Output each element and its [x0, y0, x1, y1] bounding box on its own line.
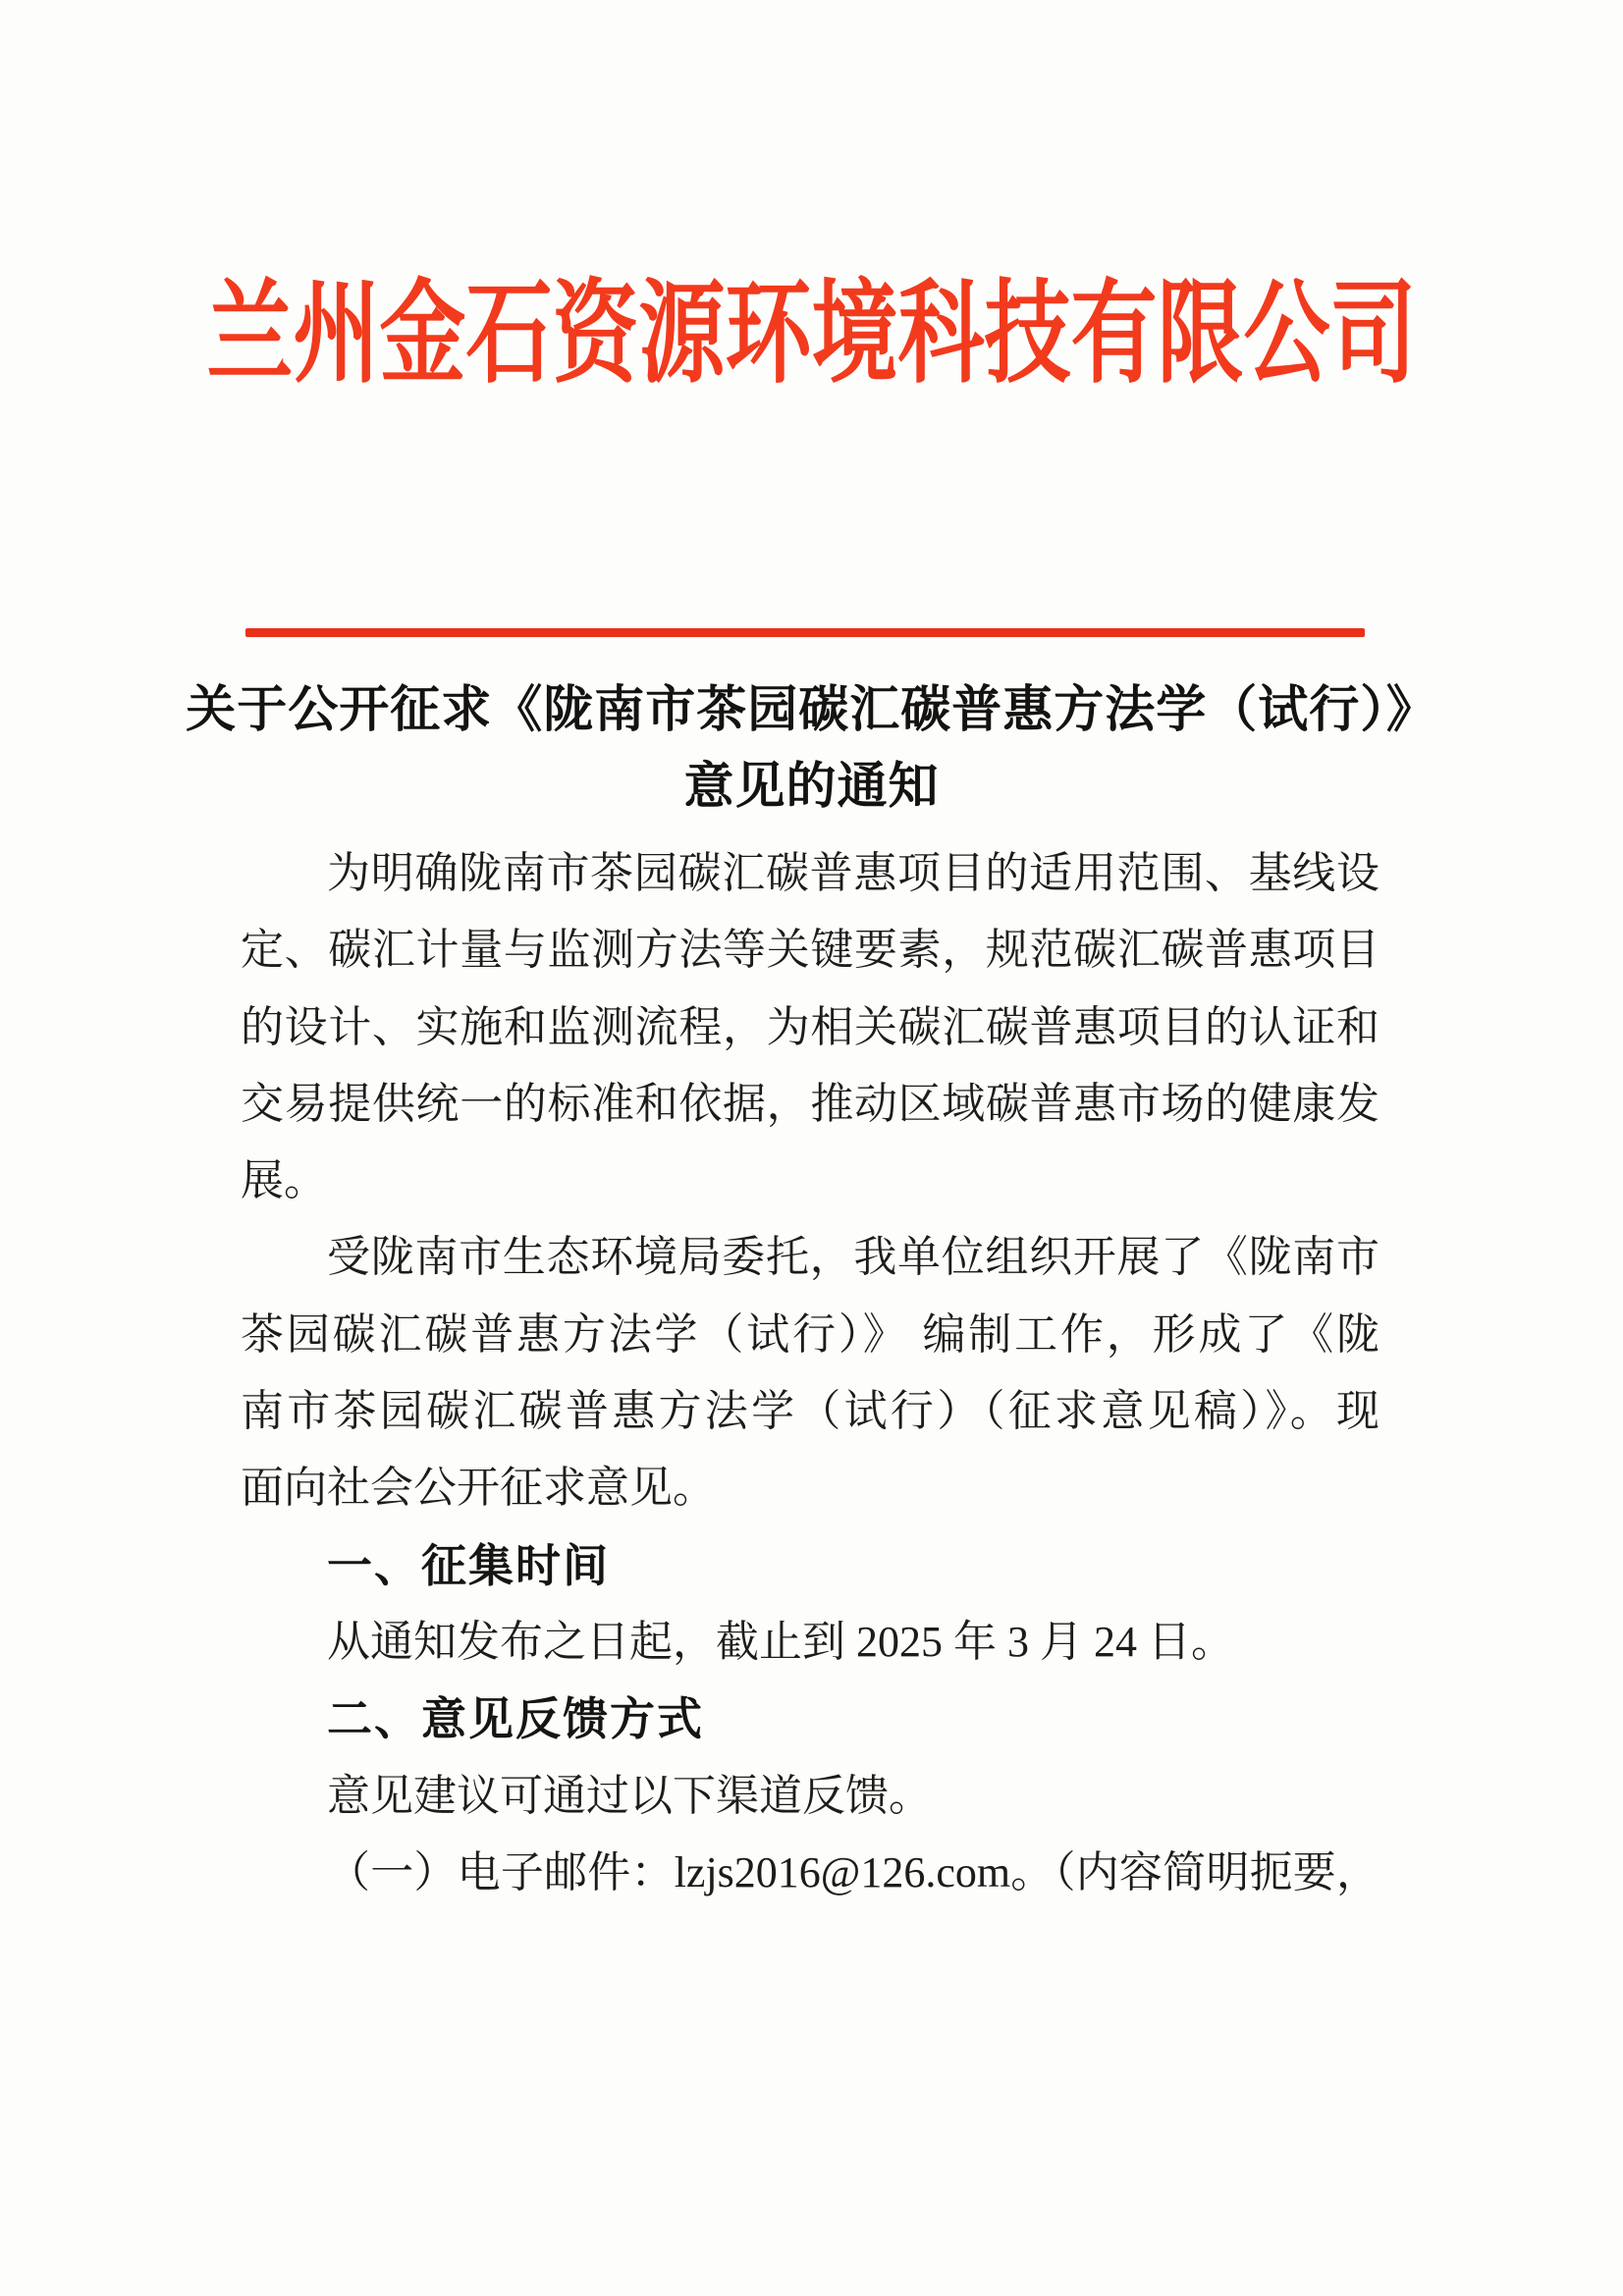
notice-body	[241, 835, 1380, 1911]
notice-title	[118, 672, 1505, 826]
document-line: 受陇南市生态环境局委托，我单位组织开展了《陇南市	[327, 1233, 1380, 1282]
document-line: 南市茶园碳汇碳普惠方法学（试行）（征求意见稿）》。现	[241, 1387, 1380, 1436]
document-line-deadline: 从通知发布之日起，截止到 2025 年 3 月 24 日。	[327, 1617, 1234, 1666]
notice-title-line-1: 关于公开征求《陇南市茶园碳汇碳普惠方法学（试行）》	[186, 683, 1437, 738]
document-line: 茶园碳汇碳普惠方法学（试行）》 编制工作，形成了《陇	[241, 1309, 1380, 1359]
document-line: 定、碳汇计量与监测方法等关键要素，规范碳汇碳普惠项目	[241, 926, 1380, 975]
document-line: 为明确陇南市茶园碳汇碳普惠项目的适用范围、基线设	[327, 849, 1380, 897]
document-line: 交易提供统一的标准和依据，推动区域碳普惠市场的健康发	[241, 1079, 1380, 1128]
document-line: 面向社会公开征求意见。	[241, 1464, 716, 1513]
document-line: 意见建议可通过以下渠道反馈。	[327, 1771, 932, 1820]
section-heading-collection-time: 一、征集时间	[327, 1539, 610, 1591]
letterhead-red-divider	[245, 628, 1365, 637]
document-line-email: （一）电子邮件：lzjs2016@126.com。（内容简明扼要，	[327, 1847, 1380, 1896]
notice-title-line-2: 意见的通知	[683, 760, 940, 815]
section-heading-feedback-method: 二、意见反馈方式	[327, 1693, 704, 1745]
document-line: 的设计、实施和监测流程，为相关碳汇碳普惠项目的认证和	[241, 1002, 1380, 1051]
letterhead-company-name: 兰州金石资源环境科技有限公司	[206, 273, 1417, 398]
document-line: 展。	[241, 1156, 327, 1205]
